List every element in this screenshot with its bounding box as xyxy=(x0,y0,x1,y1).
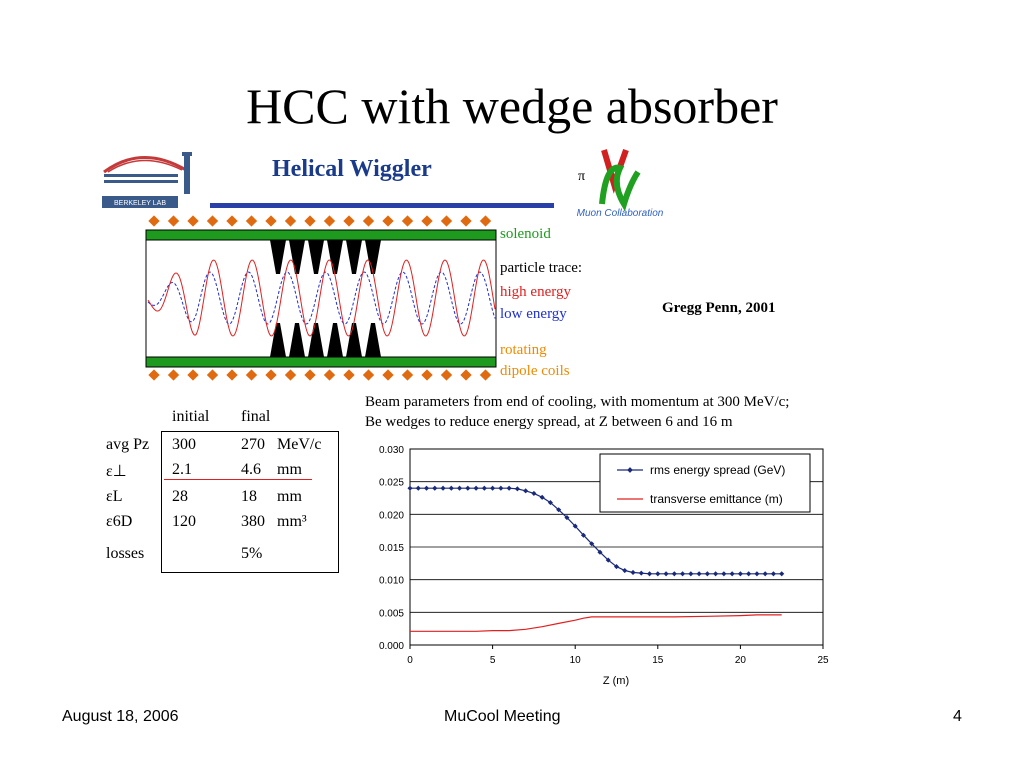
row-unit: mm xyxy=(277,461,302,478)
coil-diamond xyxy=(441,215,452,226)
lab-logo-text: BERKELEY LAB xyxy=(113,200,167,207)
legend-rotating: rotating xyxy=(500,342,547,358)
row-initial: 120 xyxy=(172,513,196,530)
coil-diamond xyxy=(168,369,179,380)
coil-diamond xyxy=(265,215,276,226)
y-tick-label: 0.030 xyxy=(378,445,404,456)
coil-diamond xyxy=(187,215,198,226)
coil-diamond xyxy=(148,215,159,226)
y-tick-label: 0.010 xyxy=(378,575,404,587)
coil-diamond xyxy=(304,369,315,380)
coil-diamond xyxy=(363,369,374,380)
y-tick-label: 0.000 xyxy=(378,641,404,652)
footer-event: MuCool Meeting xyxy=(444,708,561,725)
row-label: ε⊥ xyxy=(106,463,127,480)
legend-low-energy: low energy xyxy=(500,306,567,322)
coil-diamond xyxy=(421,215,432,226)
x-tick-label: 5 xyxy=(489,655,496,666)
coil-diamond xyxy=(363,215,374,226)
coil-diamond xyxy=(441,369,452,380)
caption-line-2: Be wedges to reduce energy spread, at Z between 6 and 16 m xyxy=(365,414,733,430)
coil-diamond xyxy=(324,369,335,380)
footer-date: August 18, 2006 xyxy=(62,708,179,725)
x-tick-label: 10 xyxy=(569,655,581,666)
legend-solenoid: solenoid xyxy=(500,226,551,242)
coil-diamond xyxy=(460,215,471,226)
row-label: ε6D xyxy=(106,513,133,530)
row-label: εL xyxy=(106,488,123,505)
coil-diamond xyxy=(226,215,237,226)
header-final: final xyxy=(241,408,271,425)
coil-diamond xyxy=(207,215,218,226)
caption xyxy=(365,392,789,432)
row-unit: mm³ xyxy=(277,513,307,530)
chart-legend xyxy=(600,454,810,512)
caption-line-1: Beam parameters from end of cooling, with momentum at 300 MeV/c; xyxy=(365,394,790,410)
row-final: 4.6 xyxy=(241,461,261,478)
y-tick-label: 0.005 xyxy=(378,608,404,620)
y-tick-label: 0.020 xyxy=(378,510,404,522)
coil-diamond xyxy=(421,369,432,380)
coil-diamond xyxy=(402,369,413,380)
figure-header: Helical Wiggler xyxy=(272,156,432,182)
x-tick-label: 15 xyxy=(652,655,664,666)
coil-diamond xyxy=(343,215,354,226)
solenoid-bottom xyxy=(146,357,496,367)
legend-dipole-coils: dipole coils xyxy=(500,363,570,379)
coil-diamond xyxy=(148,369,159,380)
x-tick-label: 0 xyxy=(407,655,413,666)
legend-high-energy: high energy xyxy=(500,284,571,300)
coil-diamond xyxy=(168,215,179,226)
row-label: avg Pz xyxy=(106,436,150,453)
coil-diamond xyxy=(285,215,296,226)
coil-diamond xyxy=(460,369,471,380)
y-tick-label: 0.025 xyxy=(378,477,404,489)
coil-diamond xyxy=(246,369,257,380)
coil-diamond xyxy=(382,369,393,380)
header-initial: initial xyxy=(172,408,210,425)
coil-diamonds-top xyxy=(148,215,491,226)
coil-diamond xyxy=(480,215,491,226)
highlight-rule xyxy=(164,479,312,480)
coil-diamond xyxy=(382,215,393,226)
coil-diamond xyxy=(226,369,237,380)
svg-text:π: π xyxy=(578,169,586,184)
row-unit: mm xyxy=(277,488,302,505)
muon-collaboration-logo xyxy=(572,144,676,222)
row-final: 270 xyxy=(241,436,265,453)
row-final: 18 xyxy=(241,488,257,505)
legend-particle-trace: particle trace: xyxy=(500,260,583,276)
coil-diamond xyxy=(187,369,198,380)
header-rule xyxy=(210,203,554,208)
coil-diamonds-bottom xyxy=(148,369,491,380)
coil-diamond xyxy=(265,369,276,380)
y-tick-label: 0.015 xyxy=(378,543,404,554)
coil-diamond xyxy=(324,215,335,226)
x-tick-label: 25 xyxy=(817,655,829,666)
row-unit: MeV/c xyxy=(277,436,322,453)
x-tick-label: 20 xyxy=(734,655,746,666)
coil-diamond xyxy=(480,369,491,380)
slide-title: HCC with wedge absorber xyxy=(246,78,778,134)
helical-wiggler-diagram xyxy=(140,212,500,382)
berkeley-lab-logo xyxy=(98,146,208,210)
coil-diamond xyxy=(207,369,218,380)
coil-diamond xyxy=(285,369,296,380)
legend-series-2: transverse emittance (m) xyxy=(650,492,783,506)
solenoid-top xyxy=(146,230,496,240)
row-final: 5% xyxy=(241,545,263,562)
collab-text: Muon Collaboration xyxy=(576,208,664,219)
row-label: losses xyxy=(106,545,145,562)
row-initial: 28 xyxy=(172,488,188,505)
legend-series-1: rms energy spread (GeV) xyxy=(650,463,786,477)
energy-spread-chart xyxy=(360,440,840,690)
x-axis-label: Z (m) xyxy=(602,675,630,687)
footer-page-number: 4 xyxy=(953,708,962,725)
row-final: 380 xyxy=(241,513,265,530)
coil-diamond xyxy=(402,215,413,226)
coil-diamond xyxy=(304,215,315,226)
row-initial: 300 xyxy=(172,436,196,453)
coil-diamond xyxy=(343,369,354,380)
row-initial: 2.1 xyxy=(172,461,192,478)
credit: Gregg Penn, 2001 xyxy=(662,300,776,316)
coil-diamond xyxy=(246,215,257,226)
